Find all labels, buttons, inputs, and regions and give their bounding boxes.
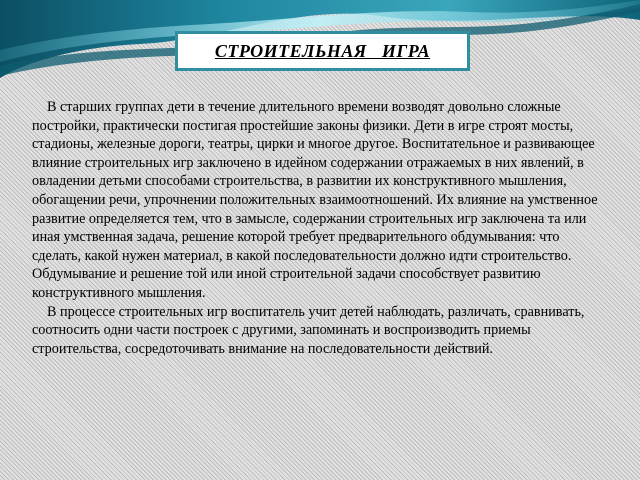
slide-title-box (175, 31, 470, 71)
paragraph-2: В процессе строительных игр воспитатель учит детей наблюдать, различать, сравнивать, соотносить одни части построек с другими, запоминать и воспроизводить приемы строительства, сосредоточивать внимание на последовательности действий. (32, 303, 585, 357)
paragraph-1: В старших группах дети в течение длительного времени возводят довольно сложные постройки, практически постигая простейшие законы физики. Дети в игре строят мосты, стадионы, железные дороги, театры, цирки и многое другое. Воспитательное и развивающее влияние строительных игр заключено в идейном содержании отражаемых в них явлений, в овладении детьми способами строительства, в развитии их конструктивного мышления, обогащении речи, упрочнении положительных взаимоотношений. Их влияние на умственное развитие определяется тем, что в замысле, содержании строительных игр заключена та или иная умственная задача, решение которой требует предварительного обдумывания: что сделать, какой нужен материал, в какой последовательности должно идти строительство. Обдумывание и решение той или иной строительной задачи способствует развитию конструктивного мышления. (32, 99, 598, 301)
slide-body-text (32, 98, 612, 358)
slide-title: СТРОИТЕЛЬНАЯ ИГРА (214, 40, 431, 61)
